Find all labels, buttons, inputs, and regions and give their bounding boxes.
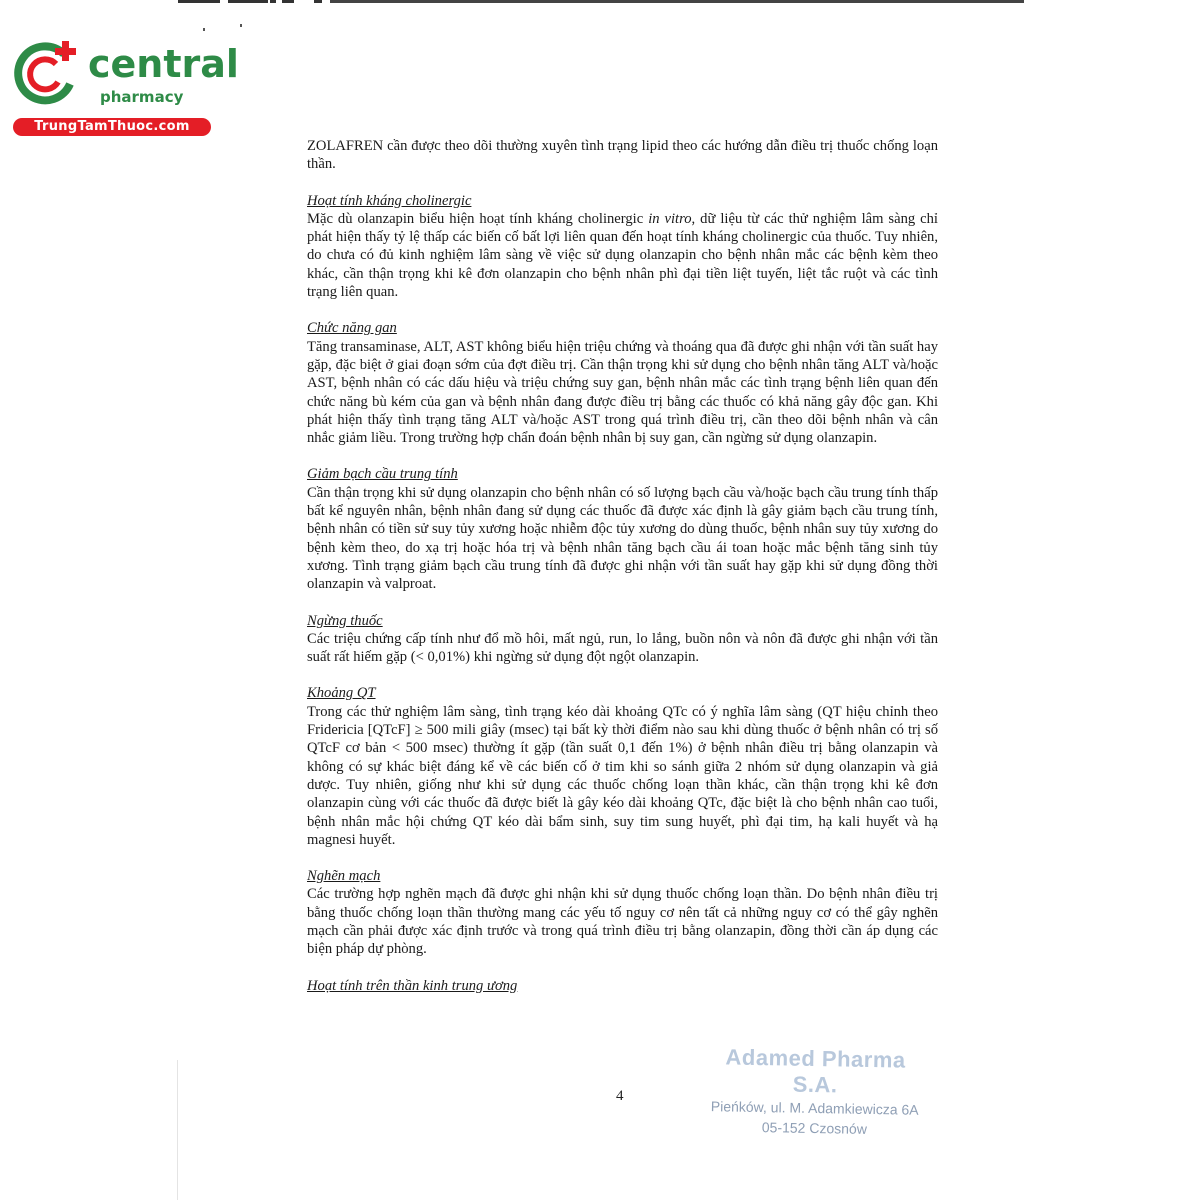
stamp-address-line1: Pieńków, ul. M. Adamkiewicza 6A — [710, 1098, 919, 1118]
section-body: Các triệu chứng cấp tính như đổ mồ hôi, mất ngủ, run, lo lắng, buồn nôn và nôn đã được ghi nhận với tần suất rất hiếm gặp (< 0,01%) khi ngừng sử dụng đột ngột olanzapin. — [307, 630, 938, 666]
stamp-address-line2: 05-152 Czosnów — [761, 1119, 868, 1137]
header-rule-segment — [228, 0, 268, 3]
section-anticholinergic — [307, 192, 938, 302]
section-thromboembolism — [307, 867, 938, 958]
section-title: Hoạt tính kháng cholinergic — [307, 192, 472, 209]
section-title: Ngừng thuốc — [307, 612, 383, 629]
section-body: Tăng transaminase, ALT, AST không biểu hiện triệu chứng và thoáng qua đã được ghi nhận với tần suất hay gặp, đặc biệt ở giai đoạn sớm của đợt điều trị. Cần thận trọng khi sử dụng cho bệnh nhân tăng ALT và/hoặc AST, bệnh nhân có các dấu hiệu và triệu chứng suy gan, bệnh nhân mắc các tình trạng bệnh liên quan đến chức năng bù kém của gan và bệnh nhân đang được điều trị bằng các thuốc có khả năng gây độc gan. Khi phát hiện thấy tình trạng tăng ALT và/hoặc AST trong quá trình điều trị, cần theo dõi bệnh nhân và cân nhắc giảm liều. Trong trường hợp chẩn đoán bệnh nhân bị suy gan, cần ngừng sử dụng olanzapin. — [307, 338, 938, 447]
header-rule — [0, 0, 1200, 8]
header-rule-segment — [282, 0, 294, 3]
section-liver-function — [307, 319, 938, 447]
header-rule-segment — [330, 0, 1024, 3]
section-body-italic: in vitro — [648, 210, 692, 227]
page-edge — [177, 1060, 178, 1200]
header-rule-segment — [314, 0, 322, 3]
section-discontinuation — [307, 612, 938, 667]
central-pharmacy-logo — [12, 38, 239, 138]
stamp-company-name: Adamed Pharma S.A. — [725, 1044, 906, 1098]
logo-brand-text: central — [88, 42, 239, 86]
section-body — [307, 210, 938, 301]
logo-sub-text: pharmacy — [100, 88, 184, 106]
header-rule-segment — [270, 0, 276, 3]
pharmacy-logo-icon — [12, 38, 82, 108]
section-title: Chức năng gan — [307, 320, 397, 337]
section-body: Các trường hợp nghẽn mạch đã được ghi nhận khi sử dụng thuốc chống loạn thần. Do bệnh nhân điều trị bằng thuốc chống loạn thần thường mang các yếu tố nguy cơ nên tất cả những nguy cơ có thể gây nghẽn mạch cần phải được xác định trước và trong quá trình điều trị bằng olanzapin, đồng thời cần áp dụng các biện pháp dự phòng. — [307, 886, 938, 958]
section-body-text: Mặc dù olanzapin biểu hiện hoạt tính kháng cholinergic — [307, 210, 649, 227]
section-body: Trong các thử nghiệm lâm sàng, tình trạng kéo dài khoảng QTc có ý nghĩa lâm sàng (QT hiệu chỉnh theo Fridericia [QTcF] ≥ 500 mili giây (msec) tại bất kỳ thời điểm nào sau khi dùng thuốc ở bệnh nhân có trị số QTcF cơ bản < 500 msec) thường ít gặp (tần suất 0,1 đến 1%) ở bệnh nhân điều trị bằng olanzapin và không có sự khác biệt đáng kể về các biến cố ở tim khi so sánh giữa 2 nhóm sử dụng olanzapin và giả dược. Tuy nhiên, giống như khi sử dụng các thuốc chống loạn thần khác, cần thận trọng khi kê đơn olanzapin cùng với các thuốc đã được biết là gây kéo dài khoảng QTc, đặc biệt là cho bệnh nhân cao tuổi, bệnh nhân mắc hội chứng QT kéo dài bẩm sinh, suy tim sung huyết, phì đại tim, hạ kali huyết và hạ magnesi huyết. — [307, 703, 938, 848]
section-qt-interval — [307, 684, 938, 849]
section-cns-activity — [307, 977, 938, 995]
header-rule-segment — [178, 0, 220, 3]
logo-website-banner: TrungTamThuoc.com — [13, 118, 211, 136]
company-stamp — [699, 1044, 931, 1140]
intro-paragraph: ZOLAFREN cần được theo dõi thường xuyên tình trạng lipid theo các hướng dẫn điều trị thuốc chống loạn thần. — [307, 138, 938, 173]
section-title: Hoạt tính trên thần kinh trung ương — [307, 977, 518, 994]
section-neutropenia — [307, 465, 938, 593]
section-title: Nghẽn mạch — [307, 868, 381, 885]
section-body-text: , dữ liệu từ các thử nghiệm lâm sàng chỉ phát hiện thấy tỷ lệ thấp các biến cố bất lợi liên quan đến hoạt tính kháng cholinergic của thuốc. Tuy nhiên, do chưa có đủ kinh nghiệm lâm sàng về việc sử dụng olanzapin cho bệnh nhân mắc các bệnh kèm theo khác, cần thận trọng khi kê đơn olanzapin cho bệnh nhân phì đại tiền liệt tuyến, liệt tắc ruột và các tình trạng liên quan. — [307, 210, 938, 301]
section-title: Khoảng QT — [307, 685, 376, 702]
speck — [203, 28, 205, 31]
speck — [240, 24, 242, 27]
page-number: 4 — [616, 1088, 624, 1104]
section-body: Cần thận trọng khi sử dụng olanzapin cho bệnh nhân có số lượng bạch cầu và/hoặc bạch cầu trung tính thấp bất kể nguyên nhân, bệnh nhân đang sử dụng các thuốc đã được xác định là gây giảm bạch cầu trung tính, bệnh nhân có tiền sử suy tủy xương hoặc nhiễm độc tủy xương do dùng thuốc, bệnh nhân suy tủy xương do bệnh kèm theo, do xạ trị hoặc hóa trị và bệnh nhân tăng bạch cầu ái toan hoặc mắc bệnh tăng sinh tủy xương. Tình trạng giảm bạch cầu trung tính đã được ghi nhận với tần suất hay gặp khi sử dụng đồng thời olanzapin và valproat. — [307, 484, 938, 593]
document-body — [307, 137, 938, 995]
section-title: Giảm bạch cầu trung tính — [307, 466, 458, 483]
